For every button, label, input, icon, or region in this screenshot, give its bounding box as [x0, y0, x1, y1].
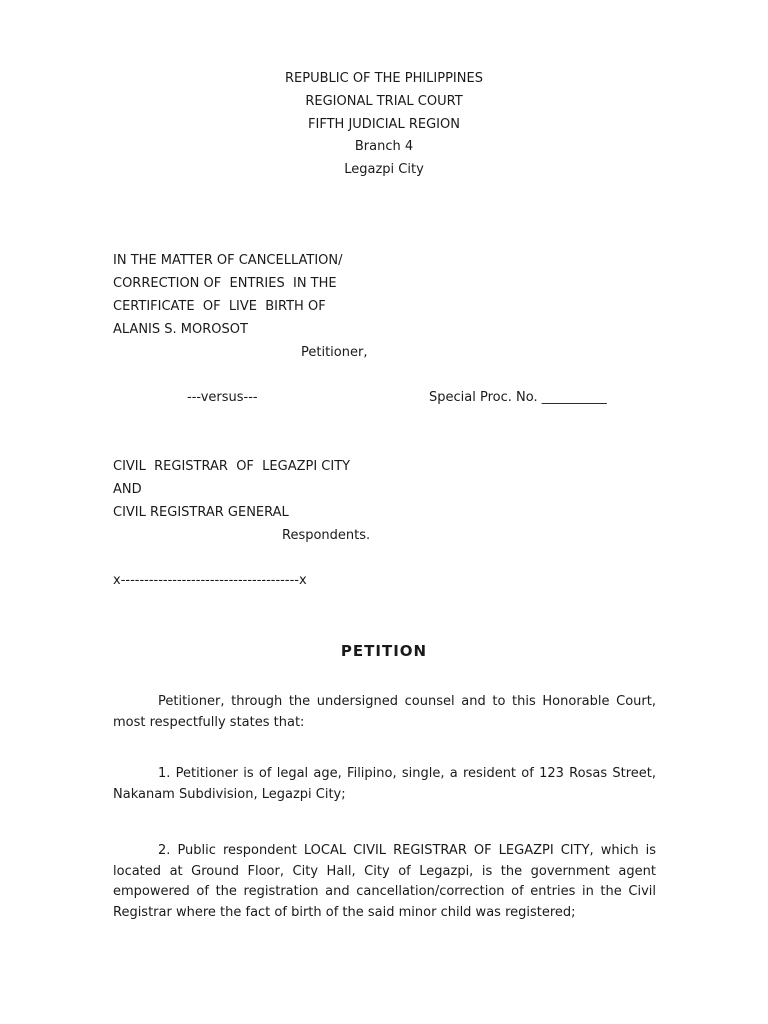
versus-text: ---versus--- [187, 390, 258, 405]
document-title: PETITION [340, 642, 428, 660]
petitioner-label: Petitioner, [301, 345, 368, 360]
respondent-line: CIVIL REGISTRAR OF LEGAZPI CITY [113, 459, 351, 474]
caption-matter-line: ALANIS S. MOROSOT [113, 322, 248, 337]
intro-text: Petitioner, through the undersigned counsel and to this Honorable Court, most respectfully states that: [113, 694, 656, 730]
respondent-line: CIVIL REGISTRAR GENERAL [113, 505, 289, 520]
caption-matter-line: CORRECTION OF ENTRIES IN THE [113, 276, 337, 291]
respondent-line: AND [113, 482, 142, 497]
paragraph-2-text: 2. Public respondent LOCAL CIVIL REGISTRAR OF LEGAZPI CITY, which is located at Ground Floor, City Hall, City of Legazpi, is the government agent empowered of the registration and cancellation/correction of entries in the Civil Registrar where the fact of birth of the said minor child was registered; [113, 843, 656, 920]
caption-matter-line: IN THE MATTER OF CANCELLATION/ [113, 253, 343, 268]
header-republic: REPUBLIC OF THE PHILIPPINES [285, 71, 483, 86]
caption-separator: x--------------------------------------x [113, 573, 307, 588]
paragraph-1 [113, 764, 656, 805]
header-city: Legazpi City [344, 162, 424, 177]
header-branch: Branch 4 [354, 139, 414, 154]
paragraph-1-text: 1. Petitioner is of legal age, Filipino, single, a resident of 123 Rosas Street, Nakanam Subdivision, Legazpi City; [113, 766, 656, 802]
header-court: REGIONAL TRIAL COURT [305, 94, 463, 109]
special-proc-number: Special Proc. No. __________ [429, 390, 607, 405]
intro-paragraph [113, 692, 656, 733]
paragraph-2 [113, 841, 656, 923]
header-region: FIFTH JUDICIAL REGION [308, 117, 460, 132]
respondents-label: Respondents. [282, 528, 371, 543]
caption-matter-line: CERTIFICATE OF LIVE BIRTH OF [113, 299, 326, 314]
